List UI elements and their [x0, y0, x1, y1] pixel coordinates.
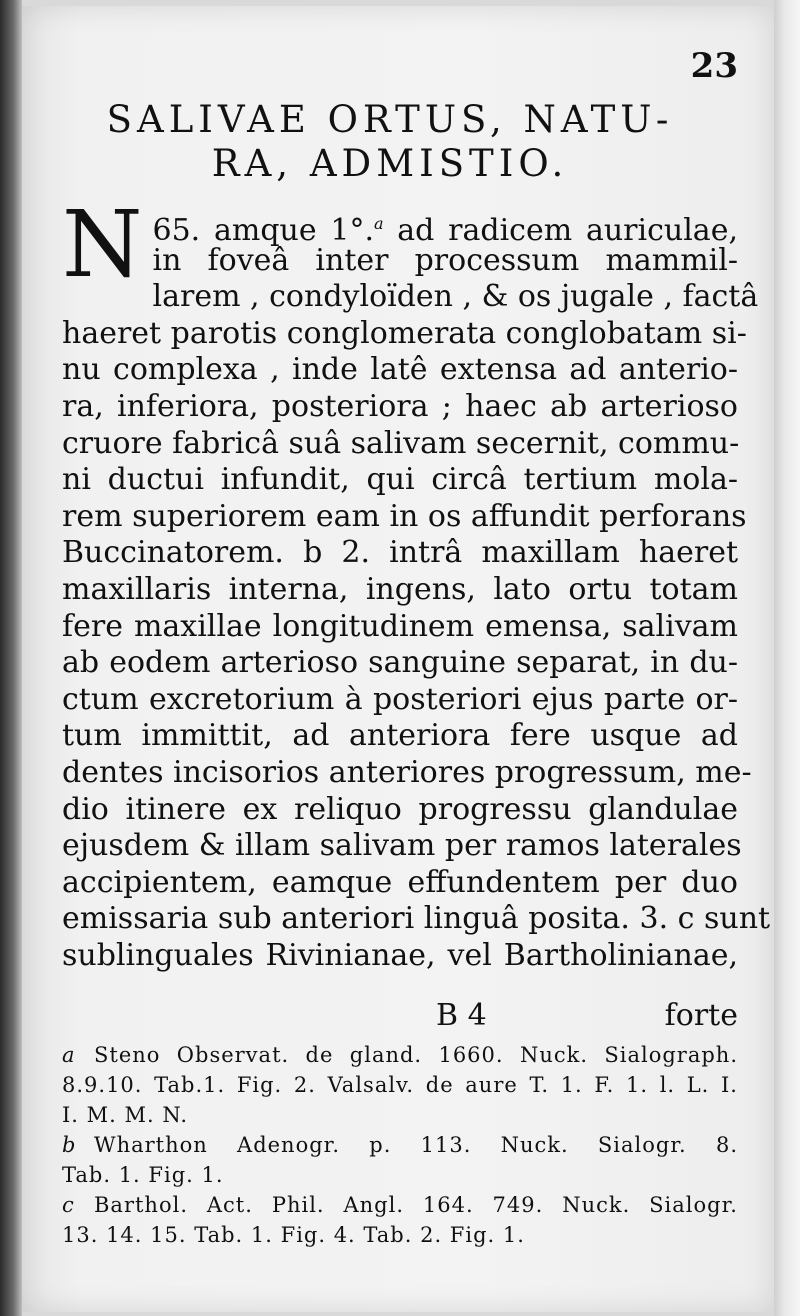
text-line: ejusdem & illam salivam per ramos laterales — [62, 828, 742, 864]
footnote-ref-a: a — [373, 214, 384, 233]
text-line: dentes incisorios anteriores progressum, me- — [62, 754, 752, 790]
footnote-b-line-1 — [62, 1130, 738, 1160]
page-number: 23 — [690, 46, 738, 86]
text-line: accipientem, eamque effundentem per duo — [62, 864, 738, 900]
text-line: sublinguales Rivinianae, vel Bartholinianae, — [62, 937, 738, 973]
footnote-text: Wharthon Adenogr. p. 113. Nuck. Sialogr. 8. — [94, 1133, 738, 1157]
text-line: ni ductui infundit, qui circâ tertium mola- — [62, 462, 738, 498]
first-line-tail: ad radicem auriculae, — [383, 213, 738, 248]
footnote-c-line-2: 13. 14. 15. Tab. 1. Fig. 4. Tab. 2. Fig. 1. — [62, 1223, 525, 1247]
text-line: ra, inferiora, posteriora ; haec ab arterioso — [62, 388, 738, 424]
text-line: fere maxillae longitudinem emensa, salivam — [62, 608, 738, 644]
page-edge — [774, 0, 800, 1316]
body-text — [62, 191, 771, 974]
text-line: nu complexa , inde latê extensa ad anterio- — [62, 352, 738, 388]
chapter-title-line-1: SALIVAE ORTUS, NATU- — [106, 98, 674, 141]
footnote-mark-c: c — [62, 1193, 75, 1217]
footnote-a-line-3: I. M. M. N. — [62, 1103, 189, 1127]
footnote-mark-a: a — [62, 1043, 76, 1067]
footnote-text: Steno Observat. de gland. 1660. Nuck. Sialograph. — [94, 1043, 738, 1067]
text-line: rem superiorem eam in os affundit perforans — [62, 498, 747, 534]
text-line: haeret parotis conglomerata conglobatam si- — [62, 315, 747, 351]
catchword: forte — [664, 998, 738, 1033]
footnote-c-line-1 — [62, 1190, 738, 1220]
signature-mark: B 4 — [436, 998, 487, 1033]
text-line: cruore fabricâ suâ salivam secernit, commu- — [62, 425, 740, 461]
first-line-text: amque 1°. — [213, 213, 374, 248]
text-line: dio itinere ex reliquo progressu glandulae — [62, 791, 738, 827]
book-spine-shadow — [0, 0, 22, 1316]
text-line: tum immittit, ad anteriora fere usque ad — [62, 718, 738, 754]
text-line: Buccinatorem. b 2. intrâ maxillam haeret — [62, 535, 738, 571]
footnote-a-line-1 — [62, 1040, 738, 1070]
footnote-text: Barthol. Act. Phil. Angl. 164. 749. Nuck. Sialogr. — [94, 1193, 738, 1217]
text-line: larem , condyloïden , & os jugale , factâ — [152, 279, 759, 315]
paragraph-number: 65. — [152, 213, 201, 248]
footnotes — [62, 1040, 738, 1250]
text-line: in foveâ inter processum mammil- — [152, 242, 738, 278]
catch-line — [62, 998, 738, 1036]
footnote-a-line-2: 8.9.10. Tab.1. Fig. 2. Valsalv. de aure T. 1. F. 1. l. L. I. — [62, 1073, 738, 1097]
drop-cap: N — [62, 191, 143, 298]
text-line: ctum excretorium à posteriori ejus parte or- — [62, 681, 738, 717]
text-line: maxillaris interna, ingens, lato ortu totam — [62, 571, 738, 607]
chapter-title — [60, 98, 720, 186]
footnote-mark-b: b — [62, 1133, 77, 1157]
footnote-b-line-2: Tab. 1. Fig. 1. — [62, 1163, 224, 1187]
text-line: emissaria sub anteriori linguâ posita. 3. c sunt — [62, 901, 771, 937]
text-line: ab eodem arterioso sanguine separat, in du- — [62, 645, 738, 681]
chapter-title-line-2: RA, ADMISTIO. — [211, 142, 569, 185]
